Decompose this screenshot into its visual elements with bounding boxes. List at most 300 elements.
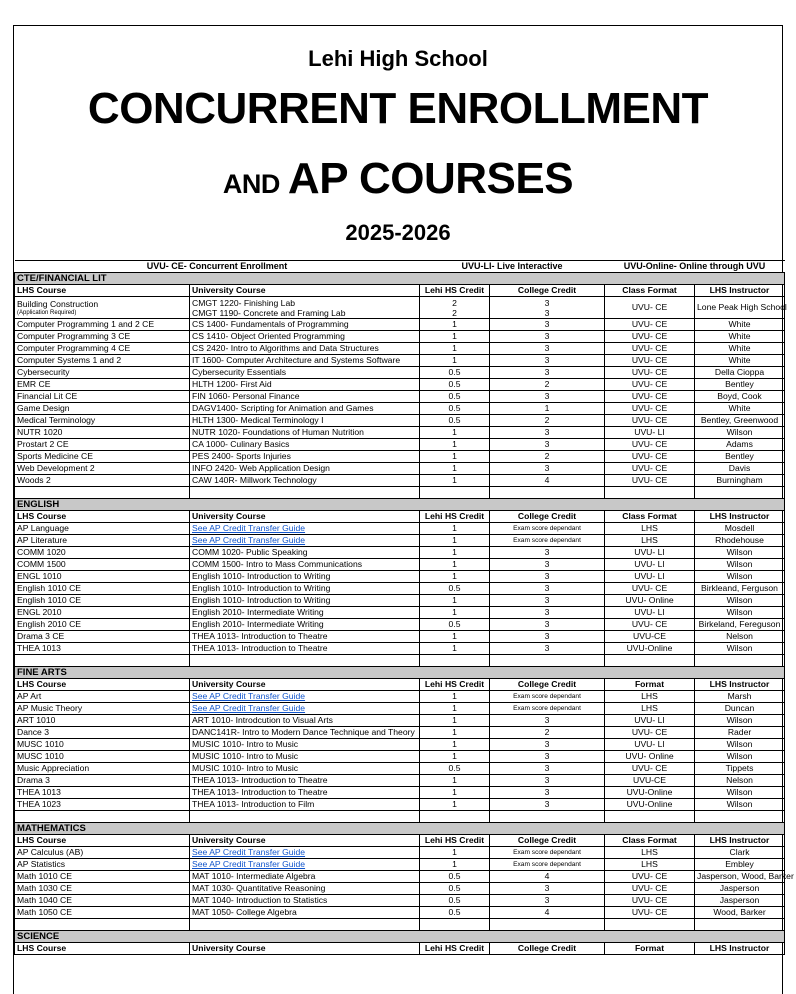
blank-cell	[420, 919, 490, 931]
cell-lhs-course: Medical Terminology	[15, 415, 190, 427]
cell-university-course: MAT 1040- Introduction to Statistics	[190, 895, 420, 907]
cell-university-course: THEA 1013- Introduction to Film	[190, 799, 420, 811]
cell-format: UVU- CE	[605, 583, 695, 595]
blank-cell	[695, 655, 785, 667]
cell-instructor: Davis	[695, 463, 785, 475]
cell-instructor: Jasperson, Wood, Barker	[695, 871, 785, 883]
table-row	[15, 451, 785, 463]
blank-cell	[15, 919, 190, 931]
cell-college-credit: 3	[490, 463, 605, 475]
cell-lhs-course: NUTR 1020	[15, 427, 190, 439]
column-header: LHS Instructor	[695, 285, 785, 297]
cell-instructor: Wood, Barker	[695, 907, 785, 919]
cell-hs-credit: 0.5	[420, 883, 490, 895]
cell-university-course: Cybersecurity Essentials	[190, 367, 420, 379]
table-row	[15, 727, 785, 739]
cell-hs-credit: 1	[420, 787, 490, 799]
school-year: 2025-2026	[345, 220, 451, 245]
table-row	[15, 691, 785, 703]
cell-university-course: HLTH 1200- First Aid	[190, 379, 420, 391]
table-row	[15, 319, 785, 331]
cell-lhs-course: Computer Programming 4 CE	[15, 343, 190, 355]
cell-lhs-course	[15, 297, 190, 319]
column-header: University Course	[190, 835, 420, 847]
cell-college-credit: Exam score dependant	[490, 859, 605, 871]
cell-format: UVU- CE	[605, 475, 695, 487]
column-header: College Credit	[490, 511, 605, 523]
column-header: LHS Instructor	[695, 511, 785, 523]
title-line-2	[14, 154, 782, 204]
cell-hs-credit: 1	[420, 559, 490, 571]
cell-college-credit: Exam score dependant	[490, 691, 605, 703]
table-row	[15, 703, 785, 715]
cell-format: LHS	[605, 523, 695, 535]
cell-college-credit: 3	[490, 619, 605, 631]
cell-university-course-line: CMGT 1190- Concrete and Framing Lab	[192, 307, 346, 318]
blank-cell	[420, 487, 490, 499]
cell-college-credit: 3	[490, 319, 605, 331]
cell-lhs-course: Computer Programming 1 and 2 CE	[15, 319, 190, 331]
cell-university-course: COMM 1020- Public Speaking	[190, 547, 420, 559]
cell-university-course	[190, 297, 420, 319]
cell-instructor: White	[695, 355, 785, 367]
table-row	[15, 775, 785, 787]
cell-format: UVU- CE	[605, 297, 695, 319]
cell-hs-credit: 1	[420, 343, 490, 355]
cell-format: UVU- LI	[605, 715, 695, 727]
cell-college-credit: 3	[490, 607, 605, 619]
cell-lhs-course: AP Statistics	[15, 859, 190, 871]
cell-university-course[interactable]: See AP Credit Transfer Guide	[190, 691, 420, 703]
cell-hs-credit: 1	[420, 535, 490, 547]
cell-format: UVU- LI	[605, 427, 695, 439]
cell-university-course: English 2010- Intermediate Writing	[190, 619, 420, 631]
cell-lhs-course: Dance 3	[15, 727, 190, 739]
cell-college-credit: 3	[490, 739, 605, 751]
cell-college-credit: 1	[490, 403, 605, 415]
cell-hs-credit: 1	[420, 523, 490, 535]
cell-college-credit: 4	[490, 871, 605, 883]
blank-cell	[15, 655, 190, 667]
cell-hs-credit: 1	[420, 319, 490, 331]
title-and: AND	[222, 169, 280, 199]
table-row	[15, 379, 785, 391]
section-title-row	[15, 823, 785, 835]
cell-hs-credit: 1	[420, 331, 490, 343]
blank-cell	[420, 655, 490, 667]
table-row	[15, 763, 785, 775]
table-row	[15, 751, 785, 763]
cell-format: UVU- CE	[605, 763, 695, 775]
cell-university-course[interactable]: See AP Credit Transfer Guide	[190, 859, 420, 871]
cell-lhs-course: ENGL 2010	[15, 607, 190, 619]
column-header: College Credit	[490, 943, 605, 955]
column-header: LHS Course	[15, 679, 190, 691]
cell-format: UVU- CE	[605, 403, 695, 415]
cell-university-course: CS 1400- Fundamentals of Programming	[190, 319, 420, 331]
cell-instructor: Wilson	[695, 607, 785, 619]
table-row	[15, 847, 785, 859]
cell-format: UVU-Online	[605, 787, 695, 799]
column-header: University Course	[190, 943, 420, 955]
blank-cell	[605, 919, 695, 931]
table-row	[15, 523, 785, 535]
cell-college-credit: 3	[490, 367, 605, 379]
cell-format: UVU-CE	[605, 631, 695, 643]
column-header: LHS Instructor	[695, 679, 785, 691]
cell-hs-credit: 1	[420, 427, 490, 439]
cell-format: LHS	[605, 691, 695, 703]
cell-university-course: MAT 1050- College Algebra	[190, 907, 420, 919]
cell-hs-credit: 1	[420, 715, 490, 727]
table-row	[15, 355, 785, 367]
cell-university-course: DAGV1400- Scripting for Animation and Games	[190, 403, 420, 415]
cell-lhs-course: AP Language	[15, 523, 190, 535]
legend-ce: UVU- CE- Concurrent Enrollment	[15, 261, 420, 273]
table-row	[15, 859, 785, 871]
cell-college-credit: 3	[490, 787, 605, 799]
cell-format: UVU- LI	[605, 571, 695, 583]
cell-instructor: Jasperson	[695, 883, 785, 895]
cell-university-course: NUTR 1020- Foundations of Human Nutrition	[190, 427, 420, 439]
cell-university-course[interactable]: See AP Credit Transfer Guide	[190, 847, 420, 859]
cell-university-course: IT 1600- Computer Architecture and Systems Software	[190, 355, 420, 367]
cell-format: UVU- CE	[605, 379, 695, 391]
cell-college-credit: 3	[490, 427, 605, 439]
blank-cell	[190, 655, 420, 667]
blank-cell	[490, 811, 605, 823]
cell-hs-credit: 1	[420, 703, 490, 715]
table-row	[15, 427, 785, 439]
cell-lhs-course: English 1010 CE	[15, 583, 190, 595]
cell-hs-credit: 1	[420, 799, 490, 811]
cell-college-credit: 2	[490, 727, 605, 739]
cell-format: UVU- CE	[605, 391, 695, 403]
cell-college-credit: 3	[490, 343, 605, 355]
column-header: Lehi HS Credit	[420, 679, 490, 691]
format-legend	[15, 261, 785, 273]
cell-college-credit: 2	[490, 415, 605, 427]
blank-cell	[605, 811, 695, 823]
blank-cell	[605, 655, 695, 667]
column-header-row	[15, 511, 785, 523]
cell-lhs-course: Math 1030 CE	[15, 883, 190, 895]
blank-cell	[190, 811, 420, 823]
cell-lhs-course: Cybersecurity	[15, 367, 190, 379]
column-header-row	[15, 943, 785, 955]
cell-university-course: THEA 1013- Introduction to Theatre	[190, 787, 420, 799]
cell-hs-credit: 1	[420, 691, 490, 703]
cell-hs-credit: 0.5	[420, 619, 490, 631]
document-sheet	[13, 25, 794, 994]
table-row	[15, 907, 785, 919]
cell-college-credit: 4	[490, 907, 605, 919]
blank-cell	[420, 811, 490, 823]
blank-cell	[695, 919, 785, 931]
cell-university-course: THEA 1013- Introduction to Theatre	[190, 631, 420, 643]
cell-instructor: Bentley	[695, 379, 785, 391]
section-title: CTE/FINANCIAL LIT	[15, 273, 785, 285]
cell-lhs-course: EMR CE	[15, 379, 190, 391]
table-row	[15, 403, 785, 415]
cell-lhs-course: English 2010 CE	[15, 619, 190, 631]
blank-cell	[15, 487, 190, 499]
cell-instructor: Jasperson	[695, 895, 785, 907]
cell-hs-credit-line: 2	[452, 297, 457, 308]
cell-instructor: Birkeland, Fereguson	[695, 619, 785, 631]
cell-instructor: Adams	[695, 439, 785, 451]
table-row	[15, 547, 785, 559]
cell-college-credit: 3	[490, 331, 605, 343]
cell-instructor: Wilson	[695, 559, 785, 571]
cell-college-credit: 3	[490, 439, 605, 451]
title-ap-courses: AP COURSES	[287, 154, 574, 203]
cell-lhs-course: AP Literature	[15, 535, 190, 547]
cell-university-course: CS 1410- Object Oriented Programming	[190, 331, 420, 343]
cell-hs-credit: 1	[420, 751, 490, 763]
cell-university-course-line: CMGT 1220- Finishing Lab	[192, 297, 296, 308]
cell-college-credit	[490, 297, 605, 319]
table-row	[15, 297, 785, 319]
cell-university-course: DANC141R- Intro to Modern Dance Technique and Theory	[190, 727, 420, 739]
blank-cell	[490, 487, 605, 499]
cell-lhs-course: AP Art	[15, 691, 190, 703]
blank-row	[15, 655, 785, 667]
table-row	[15, 343, 785, 355]
table-row	[15, 535, 785, 547]
cell-college-credit: 3	[490, 583, 605, 595]
cell-college-credit: Exam score dependant	[490, 523, 605, 535]
blank-cell	[190, 919, 420, 931]
cell-hs-credit: 1	[420, 355, 490, 367]
table-row	[15, 571, 785, 583]
section-title: ENGLISH	[15, 499, 785, 511]
table-row	[15, 799, 785, 811]
cell-instructor: Wilson	[695, 787, 785, 799]
column-header: LHS Course	[15, 943, 190, 955]
section-title: FINE ARTS	[15, 667, 785, 679]
cell-university-course: MUSIC 1010- Intro to Music	[190, 751, 420, 763]
cell-instructor: Duncan	[695, 703, 785, 715]
cell-instructor: White	[695, 319, 785, 331]
table-row	[15, 475, 785, 487]
cell-lhs-course: THEA 1023	[15, 799, 190, 811]
cell-hs-credit: 0.5	[420, 391, 490, 403]
cell-instructor: Della Cioppa	[695, 367, 785, 379]
cell-lhs-course: Math 1050 CE	[15, 907, 190, 919]
cell-university-course: CAW 140R- Millwork Technology	[190, 475, 420, 487]
cell-lhs-course: AP Music Theory	[15, 703, 190, 715]
cell-hs-credit: 1	[420, 643, 490, 655]
table-row	[15, 871, 785, 883]
cell-university-course: THEA 1013- Introduction to Theatre	[190, 775, 420, 787]
cell-college-credit: Exam score dependant	[490, 535, 605, 547]
cell-hs-credit: 1	[420, 775, 490, 787]
cell-format: UVU- Online	[605, 751, 695, 763]
cell-lhs-course: ENGL 1010	[15, 571, 190, 583]
column-header: LHS Course	[15, 835, 190, 847]
cell-format: UVU- LI	[605, 607, 695, 619]
course-name: Building Construction	[17, 298, 99, 309]
cell-hs-credit: 0.5	[420, 895, 490, 907]
cell-hs-credit: 0.5	[420, 871, 490, 883]
cell-format: UVU- CE	[605, 619, 695, 631]
table-row	[15, 643, 785, 655]
cell-hs-credit: 1	[420, 859, 490, 871]
cell-format: UVU-Online	[605, 643, 695, 655]
cell-instructor: Wilson	[695, 643, 785, 655]
cell-university-course: MUSIC 1010- Intro to Music	[190, 763, 420, 775]
cell-university-course: English 1010- Introduction to Writing	[190, 583, 420, 595]
column-header: Lehi HS Credit	[420, 285, 490, 297]
cell-college-credit: 3	[490, 595, 605, 607]
table-row	[15, 415, 785, 427]
cell-format: UVU-CE	[605, 775, 695, 787]
school-name: Lehi High School	[308, 46, 488, 71]
cell-college-credit: Exam score dependant	[490, 703, 605, 715]
cell-instructor: Burningham	[695, 475, 785, 487]
cell-instructor: Wilson	[695, 427, 785, 439]
legend-online: UVU-Online- Online through UVU	[605, 261, 785, 273]
cell-hs-credit: 1	[420, 571, 490, 583]
column-header: College Credit	[490, 835, 605, 847]
cell-lhs-course: Math 1040 CE	[15, 895, 190, 907]
cell-lhs-course: Web Development 2	[15, 463, 190, 475]
cell-hs-credit-line: 2	[452, 307, 457, 318]
blank-row	[15, 811, 785, 823]
cell-instructor: White	[695, 403, 785, 415]
column-header: University Course	[190, 511, 420, 523]
section-title-row	[15, 273, 785, 285]
cell-university-course: English 1010- Introduction to Writing	[190, 595, 420, 607]
section-title-row	[15, 499, 785, 511]
cell-format: UVU- CE	[605, 883, 695, 895]
column-header: Lehi HS Credit	[420, 835, 490, 847]
cell-university-course[interactable]: See AP Credit Transfer Guide	[190, 703, 420, 715]
column-header: LHS Course	[15, 285, 190, 297]
table-row	[15, 595, 785, 607]
cell-format: UVU- CE	[605, 343, 695, 355]
cell-lhs-course: Drama 3	[15, 775, 190, 787]
section-title-row	[15, 931, 785, 943]
table-row	[15, 463, 785, 475]
table-row	[15, 439, 785, 451]
cell-university-course[interactable]: See AP Credit Transfer Guide	[190, 535, 420, 547]
cell-instructor: Tippets	[695, 763, 785, 775]
cell-hs-credit: 1	[420, 607, 490, 619]
cell-university-course: English 2010- Intermediate Writing	[190, 607, 420, 619]
cell-college-credit: 4	[490, 475, 605, 487]
cell-college-credit: 3	[490, 751, 605, 763]
cell-format: UVU- Online	[605, 595, 695, 607]
cell-format: UVU- CE	[605, 367, 695, 379]
cell-format: UVU- LI	[605, 547, 695, 559]
cell-lhs-course: Drama 3 CE	[15, 631, 190, 643]
cell-lhs-course: Math 1010 CE	[15, 871, 190, 883]
cell-college-credit: 3	[490, 571, 605, 583]
cell-lhs-course: THEA 1013	[15, 787, 190, 799]
cell-lhs-course: Financial Lit CE	[15, 391, 190, 403]
column-header: LHS Course	[15, 511, 190, 523]
cell-instructor: Wilson	[695, 715, 785, 727]
cell-instructor: Wilson	[695, 571, 785, 583]
cell-lhs-course: Sports Medicine CE	[15, 451, 190, 463]
table-row	[15, 883, 785, 895]
cell-format: UVU- LI	[605, 739, 695, 751]
table-row	[15, 631, 785, 643]
cell-college-credit: 3	[490, 631, 605, 643]
column-header-row	[15, 679, 785, 691]
cell-lhs-course: MUSC 1010	[15, 739, 190, 751]
cell-instructor: Mosdell	[695, 523, 785, 535]
blank-row	[15, 487, 785, 499]
section-title: MATHEMATICS	[15, 823, 785, 835]
cell-university-course[interactable]: See AP Credit Transfer Guide	[190, 523, 420, 535]
legend-li: UVU-LI- Live Interactive	[420, 261, 605, 273]
cell-format: LHS	[605, 703, 695, 715]
cell-instructor: Nelson	[695, 775, 785, 787]
cell-hs-credit: 1	[420, 451, 490, 463]
cell-hs-credit: 0.5	[420, 379, 490, 391]
cell-format: UVU- CE	[605, 463, 695, 475]
cell-college-credit-line: 3	[544, 307, 550, 318]
table-row	[15, 715, 785, 727]
column-header: LHS Instructor	[695, 835, 785, 847]
cell-lhs-course: Music Appreciation	[15, 763, 190, 775]
blank-cell	[695, 487, 785, 499]
cell-format: UVU- LI	[605, 559, 695, 571]
column-header: Class Format	[605, 511, 695, 523]
column-header-row	[15, 835, 785, 847]
section-title: SCIENCE	[15, 931, 785, 943]
cell-format: LHS	[605, 535, 695, 547]
cell-lhs-course: COMM 1020	[15, 547, 190, 559]
cell-college-credit: 3	[490, 895, 605, 907]
cell-instructor: Bentley	[695, 451, 785, 463]
cell-hs-credit: 1	[420, 727, 490, 739]
cell-format: UVU- CE	[605, 727, 695, 739]
cell-college-credit: 3	[490, 355, 605, 367]
blank-cell	[490, 655, 605, 667]
cell-university-course: ART 1010- Introdcution to Visual Arts	[190, 715, 420, 727]
table-row	[15, 607, 785, 619]
cell-instructor: Rader	[695, 727, 785, 739]
column-header: Format	[605, 679, 695, 691]
cell-college-credit: 3	[490, 715, 605, 727]
cell-format: UVU- CE	[605, 907, 695, 919]
cell-format: UVU-Online	[605, 799, 695, 811]
cell-college-credit-line: 3	[544, 297, 550, 308]
column-header: College Credit	[490, 285, 605, 297]
table-row	[15, 619, 785, 631]
blank-cell	[490, 919, 605, 931]
cell-university-course: HLTH 1300- Medical Terminology I	[190, 415, 420, 427]
cell-instructor: Wilson	[695, 751, 785, 763]
cell-instructor: Marsh	[695, 691, 785, 703]
blank-cell	[190, 487, 420, 499]
cell-hs-credit: 1	[420, 631, 490, 643]
column-header: University Course	[190, 679, 420, 691]
course-table	[14, 260, 794, 955]
table-row	[15, 391, 785, 403]
cell-format: LHS	[605, 847, 695, 859]
cell-college-credit: 3	[490, 775, 605, 787]
cell-format: UVU- CE	[605, 439, 695, 451]
title-line-1: CONCURRENT ENROLLMENT	[87, 84, 709, 133]
cell-format: UVU- CE	[605, 355, 695, 367]
cell-lhs-course: THEA 1013	[15, 643, 190, 655]
cell-lhs-course: AP Calculus (AB)	[15, 847, 190, 859]
